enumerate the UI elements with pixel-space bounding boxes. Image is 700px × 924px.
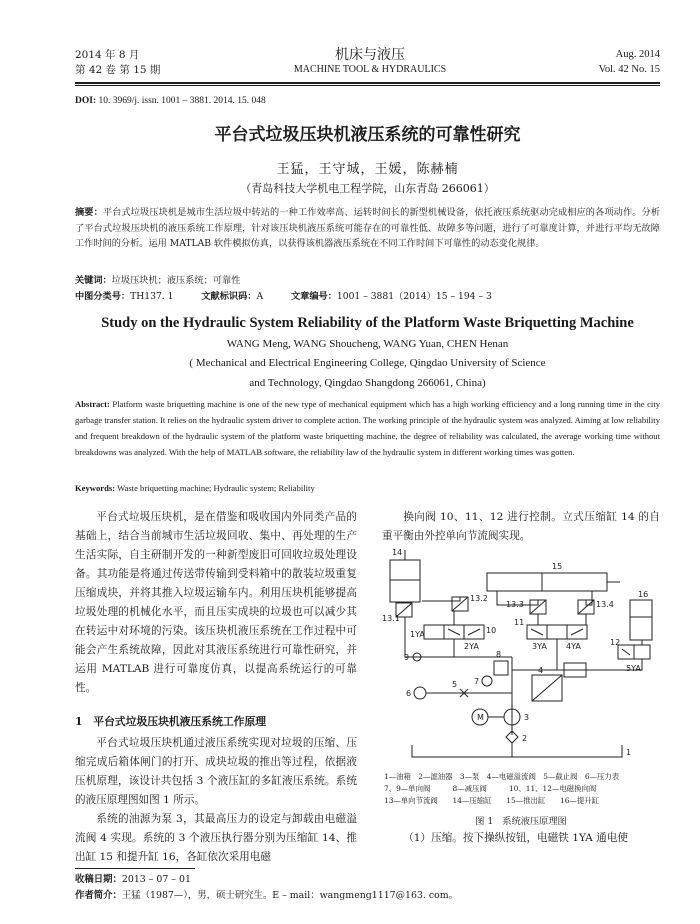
stop-valve-5 (426, 689, 512, 697)
label-11: 11 (514, 618, 525, 627)
intro-paragraph: 平台式垃圾压块机，是在借鉴和吸收国内外同类产品的基础上，结合当前城市生活垃圾回收、集中、再处理的生产生活实际，自主研制开发的一种新型废旧可回收垃圾处理设备。其功能是将通过传送带传输到受料箱中的散装垃圾重复压缩成块，并将其推入垃圾运输车内。利用压块机能够提高垃圾处理的机械化水平，而且压实成块的垃圾也可以减少其在转运中对环境的污染。该压块机液压系统在工作过程中可能会产生系统故障，因此对其液压系统进行可靠性研究，并运用 MATLAB 进行可靠度仿真，以提高系统运行的可靠性。 (75, 511, 357, 694)
title-en: Study on the Hydraulic System Reliability of the Platform Waste Briquetting Machine (101, 315, 634, 331)
doi-label: DOI: (75, 96, 97, 106)
header-volume-en: Vol. 42 No. 15 (598, 64, 660, 75)
footnote-received (75, 872, 660, 888)
label-motor: M (477, 713, 484, 722)
abstract-en (75, 396, 660, 460)
section-1-para1: 平台式垃圾压块机通过液压系统实现对垃圾的压缩、压缩完成后箱体闸门的打开、成块垃圾的推出等过程，依据液压机原理，该设计共包括 3 个液压缸的多缸液压系统。系统的液压原理图如图 1 所示。 (75, 737, 357, 806)
doc-code-label: 文献标识码： (201, 291, 257, 302)
figure-legend (384, 771, 664, 807)
legend-line-1: 1—油箱 2—滤油器 3—泵 4—电磁溢流阀 5—截止阀 6—压力表 (384, 772, 620, 781)
directional-valve-11 (527, 625, 587, 639)
cylinder-14 (390, 560, 420, 602)
abstract-en-label: Abstract: (75, 399, 110, 409)
filter-2 (506, 725, 518, 743)
pressure-gauge-6 (414, 687, 426, 699)
step-1-text: （1）压缩。按下操纵按钮，电磁铁 1YA 通电使 (403, 832, 628, 844)
directional-valve-12 (618, 645, 650, 659)
title-cn: 平台式垃圾压块机液压系统的可靠性研究 (214, 125, 521, 145)
label-3ya: 3YA (532, 642, 547, 651)
header-volume-cn: 第 42 卷 第 15 期 (75, 64, 161, 76)
label-3: 3 (524, 713, 530, 722)
header-rule-thin (75, 85, 660, 86)
tank-1 (412, 745, 622, 757)
affiliation-cn: （青岛科技大学机电工程学院，山东青岛 266061） (240, 182, 495, 195)
abstract-cn-text: 平台式垃圾压块机是城市生活垃圾中转站的一种工作效率高、运转时间长的新型机械设备，依托液压系统驱动完成相应的各项动作。分析了平台式垃圾压块机的液压系统工作原理，针对该压块机液压系统可能存在的可靠性低、故障多等问题，进行了可靠度计算，并进行平均无故障工作时间的分析。运用 MATLAB 软件模拟仿真，以获得该机器液压系统在不同工作时间下可靠性的动态变化规律。 (75, 207, 661, 250)
doi (75, 96, 266, 106)
directional-valve-10 (424, 625, 484, 639)
label-1ya: 1YA (410, 630, 425, 639)
affiliation-en-line2: and Technology, Qingdao Shangdong 266061, China) (249, 377, 486, 389)
authors-cn: 王猛，王守城，王媛，陈赫楠 (276, 162, 459, 177)
header-date-en: Aug. 2014 (615, 49, 660, 60)
cylinder-16 (630, 600, 652, 640)
article-no-value: 1001 – 3881（2014）15 – 194 – 3 (336, 291, 492, 302)
doc-code-value: A (256, 291, 264, 302)
received-label: 收稿日期： (75, 874, 122, 885)
keywords-cn-text: 垃圾压块机；液压系统；可靠性 (111, 275, 241, 286)
label-4ya: 4YA (566, 642, 581, 651)
label-5ya: 5YA (626, 664, 641, 673)
affiliation-en-line1: ( Mechanical and Electrical Engineering College, Qingdao University of Science (189, 357, 546, 369)
label-4: 4 (538, 666, 544, 675)
label-10: 10 (486, 626, 497, 635)
footnote-rule (75, 868, 195, 869)
label-16: 16 (638, 590, 649, 599)
header-rule (75, 82, 660, 84)
label-13-1: 13.1 (382, 614, 400, 623)
abstract-cn (75, 205, 660, 252)
label-14: 14 (392, 548, 403, 557)
classification (75, 289, 660, 304)
label-15: 15 (552, 562, 563, 571)
header-date-cn: 2014 年 8 月 (75, 49, 140, 61)
clc-value: TH137. 1 (130, 291, 174, 302)
label-8: 8 (496, 650, 502, 659)
label-13-3: 13.3 (506, 600, 524, 609)
header-journal-cn: 机床与液压 (335, 47, 405, 63)
label-5: 5 (452, 680, 458, 689)
section-1-para2: 系统的油源为泵 3，其最高压力的设定与卸载由电磁溢流阀 4 实现。系统的 3 个液压执行器分别为压缩缸 14、推出缸 15 和提升缸 16，各缸依次采用电磁 (75, 813, 357, 863)
label-12: 12 (610, 638, 621, 647)
label-13-4: 13.4 (596, 600, 614, 609)
doi-value: 10. 3969/j. issn. 1001 – 3881. 2014. 15. 048 (96, 96, 266, 106)
clc-label: 中图分类号： (75, 291, 131, 302)
authors-en: WANG Meng, WANG Shoucheng, WANG Yuan, CHEN Henan (226, 338, 509, 350)
section-1-heading: 1 平台式垃圾压块机液压系统工作原理 (75, 715, 267, 728)
label-2ya: 2YA (464, 642, 479, 651)
footnote-author (75, 888, 660, 904)
label-13-2: 13.2 (470, 594, 488, 603)
author-bio-label: 作者简介： (75, 890, 122, 901)
keywords-cn-label: 关键词： (75, 275, 112, 286)
legend-line-2: 7、9—单向阀 8—减压阀 10、11、12—电磁换向阀 (384, 784, 597, 793)
abstract-en-text: Platform waste briquetting machine is one of the new type of mechanical equipment which has a high working efficiency and a long running time in the city garbage transfer station. It relies on the hydraulic system driver to complete action. The working principle of the hydraulic system was analyzed. Aiming at low reliability and frequent breakdown of the hydraulic system of the platform waste briquetting machine, the degree of reliability was calculated, the average working time without breakdowns was analyzed. With the help of MATLAB software, the reliability law of the hydraulic system in different working times was gotten. (75, 399, 660, 457)
keywords-en-label: Keywords: (75, 483, 116, 493)
abstract-cn-label: 摘要： (75, 207, 103, 218)
figure-caption: 图 1 系统液压原理图 (475, 816, 567, 827)
label-2: 2 (522, 734, 528, 743)
keywords-en-text: Waste briquetting machine; Hydraulic system; Reliability (115, 483, 315, 493)
cylinder-15 (487, 573, 607, 591)
label-1: 1 (626, 748, 632, 757)
received-value: 2013 – 07 – 01 (121, 874, 191, 885)
label-7: 7 (474, 677, 480, 686)
legend-line-3: 13—单向节流阀 14—压缩缸 15—推出缸 16—提升缸 (384, 796, 599, 805)
header-journal-en: MACHINE TOOL & HYDRAULICS (293, 64, 447, 75)
keywords-cn (75, 273, 660, 288)
right-intro: 换向阀 10、11、12 进行控制。立式压缩缸 14 的自重平衡由外控单向节流阀实现。 (382, 511, 660, 542)
label-6: 6 (406, 689, 412, 698)
author-bio-value: 王猛（1987—），男，硕士研究生。E – mail：wangmeng1117@163. com。 (121, 890, 459, 901)
hydraulic-schematic (382, 545, 662, 765)
keywords-en (75, 480, 660, 496)
article-no-label: 文章编号： (290, 291, 337, 302)
check-valve-7 (482, 676, 492, 686)
reducing-valve-8 (494, 661, 508, 675)
label-9: 9 (404, 653, 410, 662)
